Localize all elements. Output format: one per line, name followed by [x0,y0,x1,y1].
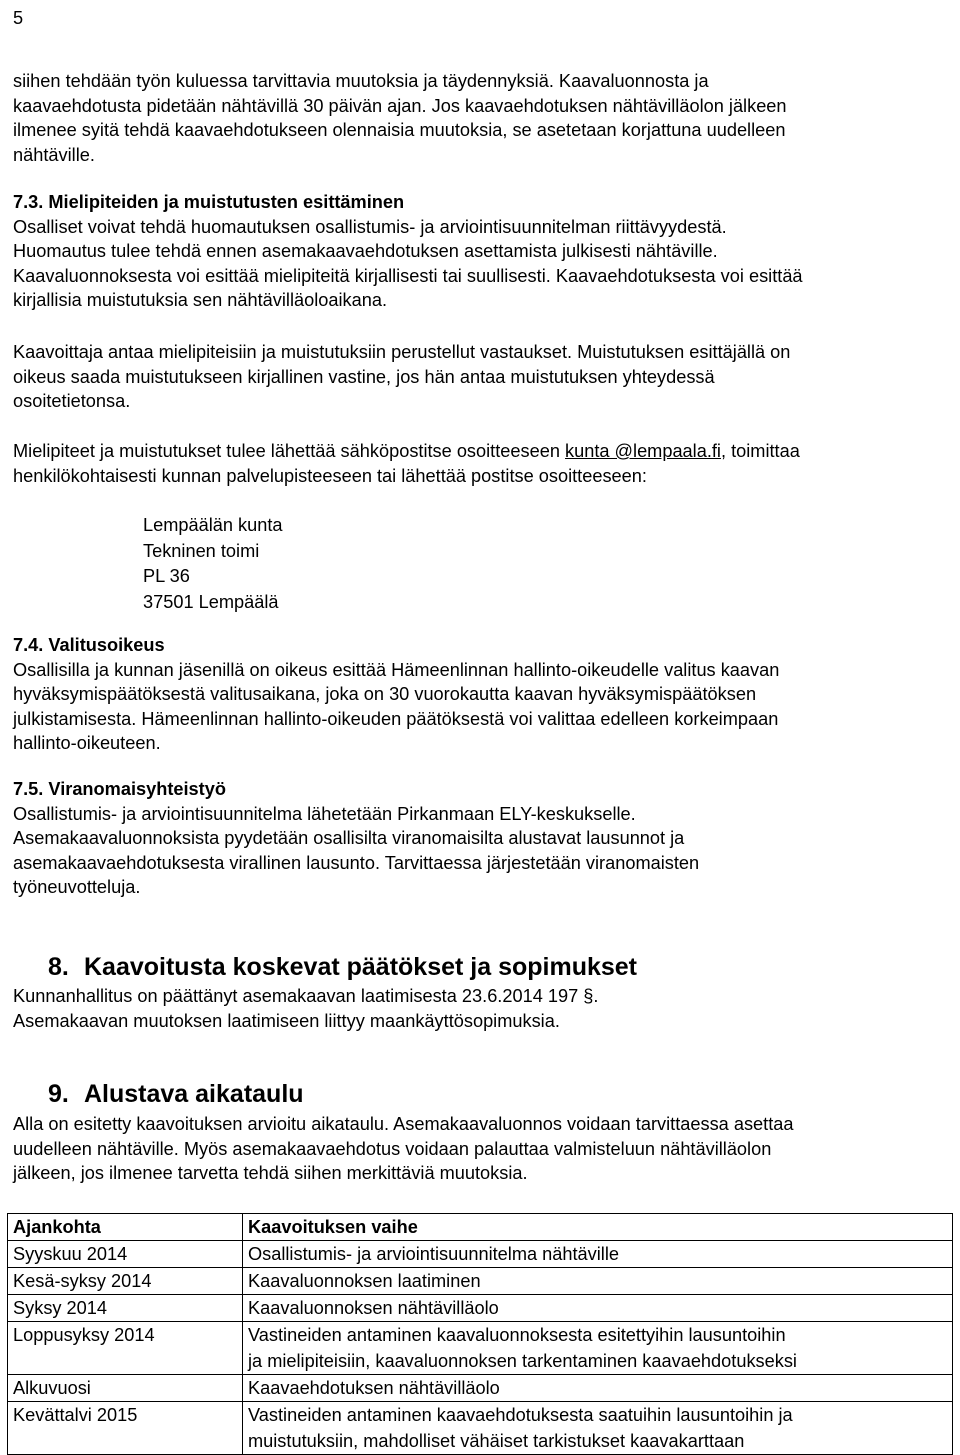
text-line: Osallisilla ja kunnan jäsenillä on oikeus esittää Hämeenlinnan hallinto-oikeudelle valitus kaavan [13,659,780,680]
chapter-heading [48,1079,948,1109]
cell-time: Syyskuu 2014 [8,1241,243,1268]
text-line: Asemakaavan muutoksen laatimiseen liittyy maankäyttösopimuksia. [13,1010,560,1031]
chapter-title: Alustava aikataulu [84,1080,304,1108]
section-9-heading [48,1079,948,1109]
section-8-heading [48,952,948,982]
text-line: Kunnanhallitus on päättänyt asemakaavan laatimisesta 23.6.2014 197 §. [13,986,599,1006]
cell-time: Loppusyksy 2014 [8,1322,243,1375]
text-line: asemakaavaehdotuksesta virallinen lausunto. Tarvittaessa järjestetään viranomaisten [13,852,700,873]
email-link[interactable]: kunta @lempaala.fi [565,441,721,461]
table-row [8,1322,953,1375]
phase-line: Vastineiden antaminen kaavaehdotuksesta saatuihin lausuntoihin ja [248,1405,793,1425]
section-9-body [13,1112,955,1186]
text-line: Osallistumis- ja arviointisuunnitelma lähetetään Pirkanmaan ELY-keskukselle. [13,803,636,824]
table-row [8,1295,953,1322]
table-row [8,1402,953,1455]
table-row [8,1241,953,1268]
section-7-3-responses [13,340,955,414]
text-line: ilmenee syitä tehdä kaavaehdotukseen olennaisia muutoksia, se asetetaan korjattuna uudelleen [13,120,786,140]
chapter-number: 8. [48,953,69,981]
section-heading: 7.4. Valitusoikeus [13,635,165,655]
chapter-heading [48,952,948,982]
column-header-phase: Kaavoituksen vaihe [243,1214,953,1241]
table-header-row [8,1214,953,1241]
address-line: Tekninen toimi [143,540,260,561]
cell-phase [243,1241,953,1268]
text-line: julkistamisesta. Hämeenlinnan hallinto-oikeuden päätöksestä voi valittaa edelleen korkeimpaan [13,708,779,729]
phase-line: Vastineiden antaminen kaavaluonnoksesta esitettyihin lausuntoihin [248,1325,786,1345]
section-7-3-submission [13,439,955,488]
cell-phase [243,1268,953,1295]
table-row [8,1268,953,1295]
phase-line: Kaavaluonnoksen nähtävilläolo [248,1298,499,1318]
text-line: Huomautus tulee tehdä ennen asemakaavaehdotuksen asettamista julkisesti nähtäville. [13,241,718,261]
text-line: nähtäville. [13,144,95,165]
text-line: uudelleen nähtäville. Myös asemakaavaehdotus voidaan palauttaa valmisteluun nähtävilläolon [13,1138,772,1159]
text-line: jälkeen, jos ilmenee tarvetta tehdä siihen merkittäviä muutoksia. [13,1163,528,1183]
postal-address [143,513,543,615]
text-line: siihen tehdään työn kuluessa tarvittavia muutoksia ja täydennyksiä. Kaavaluonnosta ja [13,71,709,91]
phase-line: muistutuksiin, mahdolliset vähäiset tarkistukset kaavakarttaan [248,1431,745,1451]
cell-time: Kesä-syksy 2014 [8,1268,243,1295]
phase-line: ja mielipiteisiin, kaavaluonnoksen tarkentaminen kaavaehdotukseksi [248,1351,797,1371]
cell-phase [243,1402,953,1455]
text-line: kirjallisia muistutuksia sen nähtävilläoloaikana. [13,290,388,310]
cell-time: Alkuvuosi [8,1375,243,1402]
cell-phase [243,1295,953,1322]
text-line: Asemakaavaluonnoksista pyydetään osallisilta viranomaisilta alustavat lausunnot ja [13,828,685,848]
section-heading: 7.3. Mielipiteiden ja muistutusten esittäminen [13,192,405,212]
text-line: hyväksymispäätöksestä valitusaikana, joka on 30 vuorokautta kaavan hyväksymispäätöksen [13,684,757,704]
page-number: 5 [13,8,24,28]
schedule-table [7,1213,953,1455]
section-7-4 [13,633,955,756]
text-line: kaavaehdotusta pidetään nähtävillä 30 päivän ajan. Jos kaavaehdotuksen nähtävilläolon jälkeen [13,95,787,116]
cell-phase [243,1322,953,1375]
text-line [13,439,955,464]
column-header-time: Ajankohta [8,1214,243,1241]
text-line: työneuvotteluja. [13,877,141,897]
address-line: 37501 Lempäälä [143,591,279,612]
chapter-number: 9. [48,1080,69,1108]
text-line: Alla on esitetty kaavoituksen arvioitu aikataulu. Asemakaavaluonnos voidaan tarvittaessa asettaa [13,1114,794,1134]
cell-time: Syksy 2014 [8,1295,243,1322]
text-fragment: , toimittaa [720,441,800,461]
address-line: PL 36 [143,566,190,586]
section-7-3 [13,190,955,313]
text-line: henkilökohtaisesti kunnan palvelupisteeseen tai lähettää postitse osoitteeseen: [13,465,647,486]
section-8-body [13,984,955,1033]
phase-line: Kaavaehdotuksen nähtävilläolo [248,1378,500,1398]
cell-phase [243,1375,953,1402]
text-fragment: Mielipiteet ja muistutukset tulee lähettää sähköpostitse osoitteeseen [13,441,566,461]
cell-time: Kevättalvi 2015 [8,1402,243,1455]
text-line: oikeus saada muistutukseen kirjallinen vastine, jos hän antaa muistutuksen yhteydessä [13,366,715,387]
chapter-title: Kaavoitusta koskevat päätökset ja sopimukset [84,953,638,981]
section-heading: 7.5. Viranomaisyhteistyö [13,779,226,799]
intro-paragraph [13,69,955,167]
table-row [8,1375,953,1402]
address-line: Lempäälän kunta [143,515,283,535]
section-7-5 [13,777,955,900]
phase-line: Kaavaluonnoksen laatiminen [248,1271,481,1291]
text-line: Kaavoittaja antaa mielipiteisiin ja muistutuksiin perustellut vastaukset. Muistutuksen esittäjällä on [13,342,791,362]
phase-line: Osallistumis- ja arviointisuunnitelma nähtäville [248,1244,619,1264]
text-line: hallinto-oikeuteen. [13,733,161,753]
text-line: Osalliset voivat tehdä huomautuksen osallistumis- ja arviointisuunnitelman riittävyydestä. [13,216,727,237]
text-line: osoitetietonsa. [13,391,131,411]
text-line: Kaavaluonnoksesta voi esittää mielipiteitä kirjallisesti tai suullisesti. Kaavaehdotuksesta voi esittää [13,265,803,286]
